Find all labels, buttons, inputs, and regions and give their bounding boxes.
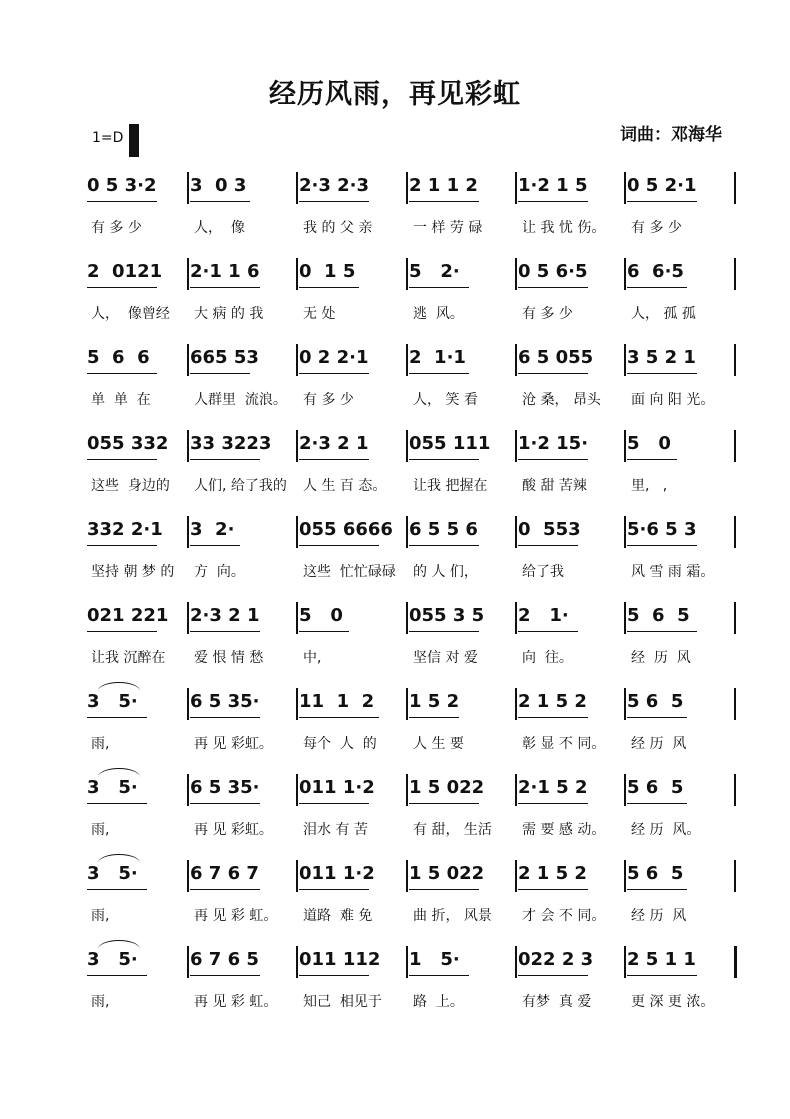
barline <box>734 688 736 720</box>
barline <box>515 172 517 204</box>
song-title: 经历风雨，再见彩虹 <box>269 79 521 110</box>
beam-line <box>518 889 588 890</box>
lyric-text: 单 单 在 <box>91 392 151 408</box>
barline <box>296 172 298 204</box>
lyric-text: 经 历 风 <box>631 650 691 666</box>
lyric-text: 一 样 劳 碌 <box>413 220 483 236</box>
lyric-text: 有 多 少 <box>91 220 142 236</box>
beam-line <box>518 373 588 374</box>
measure-notes: 055 6666 <box>299 519 393 540</box>
beam-line <box>87 889 147 890</box>
measure-notes: 011 112 <box>299 949 381 970</box>
barline <box>406 860 408 892</box>
barline <box>296 946 298 978</box>
beam-line <box>627 201 697 202</box>
lyric-text: 方 向。 <box>194 564 245 580</box>
barline <box>734 172 736 204</box>
beam-line <box>299 717 379 718</box>
measure-notes: 2·3 2 1 <box>299 433 369 454</box>
lyric-text: 再 见 彩虹。 <box>194 736 273 752</box>
beam-line <box>87 975 147 976</box>
beam-line <box>190 889 260 890</box>
beam-line <box>87 631 157 632</box>
measure-notes: 11 1 2 <box>299 691 375 712</box>
lyric-text: 风 雪 雨 霜。 <box>631 564 715 580</box>
lyric-text: 有 多 少 <box>631 220 682 236</box>
barline <box>187 258 189 290</box>
lyric-text: 爱 恨 情 愁 <box>194 650 264 666</box>
score-row <box>0 946 790 1032</box>
barline <box>296 516 298 548</box>
lyric-text: 大 病 的 我 <box>194 306 264 322</box>
beam-line <box>518 717 588 718</box>
lyric-text: 有梦 真 爱 <box>522 994 592 1010</box>
beam-line <box>299 373 369 374</box>
lyric-text: 道路 难 免 <box>303 908 373 924</box>
measure-notes: 3 5· <box>87 691 138 712</box>
beam-line <box>299 975 369 976</box>
barline <box>734 946 737 978</box>
measure-notes: 3 5· <box>87 949 138 970</box>
barline <box>406 946 408 978</box>
lyric-text: 让我 沉醉在 <box>91 650 166 666</box>
lyric-text: 人 生 要 <box>413 736 464 752</box>
beam-line <box>409 803 479 804</box>
measure-notes: 2·3 2 1 <box>190 605 260 626</box>
key-signature <box>92 124 138 152</box>
barline <box>515 774 517 806</box>
measure-notes: 1·2 15· <box>518 433 589 454</box>
lyric-text: 雨, <box>91 736 110 752</box>
lyric-text: 无 处 <box>303 306 336 322</box>
time-signature <box>129 124 137 152</box>
lyric-text: 有 甜， 生活 <box>413 822 492 838</box>
lyric-text: 让 我 忧 伤。 <box>522 220 606 236</box>
beam-line <box>190 975 260 976</box>
measure-notes: 3 5· <box>87 863 138 884</box>
beam-line <box>409 287 469 288</box>
lyric-text: 人们, 给了我的 <box>194 478 287 494</box>
measure-notes: 6 5 5 6 <box>409 519 478 540</box>
beam-line <box>190 545 240 546</box>
lyric-text: 彰 显 不 同。 <box>522 736 606 752</box>
measure-notes: 0 2 2·1 <box>299 347 369 368</box>
lyric-text: 每个 人 的 <box>303 736 377 752</box>
measure-notes: 0 5 3·2 <box>87 175 157 196</box>
beam-line <box>518 631 578 632</box>
beam-line <box>87 459 157 460</box>
barline <box>406 344 408 376</box>
measure-notes: 1 5 2 <box>409 691 460 712</box>
beam-line <box>409 459 479 460</box>
beam-line <box>299 459 369 460</box>
lyric-text: 才 会 不 同。 <box>522 908 606 924</box>
barline <box>187 602 189 634</box>
barline <box>624 430 626 462</box>
measure-notes: 1 5· <box>409 949 460 970</box>
score-row <box>0 688 790 774</box>
measure-notes: 3 2· <box>190 519 235 540</box>
lyric-text: 这些 忙忙碌碌 <box>303 564 396 580</box>
measure-notes: 5 6 5 <box>627 777 684 798</box>
measure-notes: 3 5· <box>87 777 138 798</box>
measure-notes: 665 53 <box>190 347 259 368</box>
measure-notes: 2 1 5 2 <box>518 863 587 884</box>
barline <box>187 946 189 978</box>
barline <box>296 430 298 462</box>
barline <box>406 516 408 548</box>
beam-line <box>87 803 147 804</box>
measure-notes: 5 0 <box>299 605 343 626</box>
lyric-text: 面 向 阳 光。 <box>631 392 715 408</box>
lyric-text: 人 生 百 态。 <box>303 478 387 494</box>
score-row <box>0 258 790 344</box>
barline <box>515 344 517 376</box>
score-row <box>0 602 790 688</box>
measure-notes: 011 1·2 <box>299 777 375 798</box>
barline <box>296 860 298 892</box>
barline <box>515 516 517 548</box>
beam-line <box>518 545 578 546</box>
lyric-text: 再 见 彩 虹。 <box>194 908 278 924</box>
lyric-text: 知己 相见于 <box>303 994 382 1010</box>
barline <box>624 258 626 290</box>
beam-line <box>409 373 469 374</box>
score-row <box>0 344 790 430</box>
lyric-text: 经 历 风。 <box>631 822 701 838</box>
barline <box>187 688 189 720</box>
barline <box>624 946 626 978</box>
barline <box>734 430 736 462</box>
beam-line <box>627 545 697 546</box>
lyric-text: 人群里 流浪。 <box>194 392 287 408</box>
measure-notes: 2 1· <box>518 605 569 626</box>
beam-line <box>87 287 157 288</box>
beam-line <box>518 459 588 460</box>
beam-line <box>627 287 687 288</box>
score-row <box>0 516 790 602</box>
lyric-text: 酸 甜 苦辣 <box>522 478 587 494</box>
lyric-text: 曲 折， 风景 <box>413 908 492 924</box>
lyric-text: 让我 把握在 <box>413 478 488 494</box>
lyric-text: 需 要 感 动。 <box>522 822 606 838</box>
barline <box>187 516 189 548</box>
beam-line <box>518 287 588 288</box>
measure-notes: 5 2· <box>409 261 460 282</box>
barline <box>187 430 189 462</box>
barline <box>734 860 736 892</box>
measure-notes: 1 5 022 <box>409 863 485 884</box>
beam-line <box>627 373 697 374</box>
composer-credit: 词曲：邓海华 <box>620 125 722 145</box>
measure-notes: 055 111 <box>409 433 491 454</box>
measure-notes: 022 2 3 <box>518 949 594 970</box>
beam-line <box>190 803 260 804</box>
beam-line <box>518 975 588 976</box>
beam-line <box>409 631 479 632</box>
measure-notes: 5 6 5 <box>627 605 690 626</box>
measure-notes: 6 7 6 7 <box>190 863 259 884</box>
lyric-text: 坚持 朝 梦 的 <box>91 564 175 580</box>
lyric-text: 再 见 彩 虹。 <box>194 994 278 1010</box>
barline <box>734 258 736 290</box>
barline <box>624 172 626 204</box>
measure-notes: 0 5 2·1 <box>627 175 697 196</box>
lyric-text: 雨, <box>91 822 110 838</box>
lyric-text: 经 历 风 <box>631 908 687 924</box>
barline <box>734 344 736 376</box>
barline <box>515 258 517 290</box>
barline <box>406 602 408 634</box>
lyric-text: 逃 风。 <box>413 306 464 322</box>
lyric-text: 泪水 有 苦 <box>303 822 368 838</box>
beam-line <box>409 889 479 890</box>
measure-notes: 2·1 1 6 <box>190 261 260 282</box>
measure-notes: 2 1 5 2 <box>518 691 587 712</box>
lyric-text: 人， 孤 孤 <box>631 306 696 322</box>
beam-line <box>190 201 250 202</box>
measure-notes: 2 5 1 1 <box>627 949 696 970</box>
beam-line <box>190 287 260 288</box>
lyric-text: 经 历 风 <box>631 736 687 752</box>
barline <box>734 602 736 634</box>
barline <box>296 688 298 720</box>
measure-notes: 5 6 6 <box>87 347 150 368</box>
measure-notes: 0 553 <box>518 519 581 540</box>
measure-notes: 1 5 022 <box>409 777 485 798</box>
lyric-text: 中, <box>303 650 322 666</box>
barline <box>624 344 626 376</box>
beam-line <box>627 889 687 890</box>
barline <box>187 774 189 806</box>
beam-line <box>409 975 469 976</box>
measure-notes: 6 7 6 5 <box>190 949 259 970</box>
beam-line <box>409 717 459 718</box>
measure-notes: 6 5 35· <box>190 777 260 798</box>
lyric-text: 坚信 对 爱 <box>413 650 478 666</box>
barline <box>515 860 517 892</box>
measure-notes: 332 2·1 <box>87 519 163 540</box>
beam-line <box>87 717 147 718</box>
key-label: 1=D <box>92 130 124 146</box>
measure-notes: 5·6 5 3 <box>627 519 697 540</box>
score-row <box>0 774 790 860</box>
barline <box>624 688 626 720</box>
measure-notes: 6 6·5 <box>627 261 684 282</box>
lyric-text: 这些 身边的 <box>91 478 170 494</box>
barline <box>296 602 298 634</box>
beam-line <box>627 803 687 804</box>
measure-notes: 1·2 1 5 <box>518 175 588 196</box>
measure-notes: 33 3223 <box>190 433 272 454</box>
lyric-text: 有 多 少 <box>522 306 573 322</box>
lyric-text: 人， 笑 看 <box>413 392 478 408</box>
beam-line <box>299 201 369 202</box>
measure-notes: 0 1 5 <box>299 261 356 282</box>
barline <box>296 774 298 806</box>
beam-line <box>299 889 369 890</box>
measure-notes: 5 6 5 <box>627 863 684 884</box>
barline <box>624 516 626 548</box>
measure-notes: 021 221 <box>87 605 169 626</box>
lyric-text: 雨, <box>91 994 110 1010</box>
barline <box>187 860 189 892</box>
measure-notes: 2 1 1 2 <box>409 175 478 196</box>
barline <box>187 344 189 376</box>
measure-notes: 2·1 5 2 <box>518 777 588 798</box>
beam-line <box>299 631 349 632</box>
beam-line <box>190 459 260 460</box>
lyric-text: 路 上。 <box>413 994 464 1010</box>
lyric-text: 里, , <box>631 478 668 494</box>
measure-notes: 2 0121 <box>87 261 163 282</box>
beam-line <box>190 373 250 374</box>
lyric-text: 给了我 <box>522 564 564 580</box>
barline <box>734 774 736 806</box>
barline <box>187 172 189 204</box>
lyric-text: 更 深 更 浓。 <box>631 994 715 1010</box>
beam-line <box>627 717 687 718</box>
barline <box>406 774 408 806</box>
beam-line <box>87 545 157 546</box>
lyric-text: 人， 像曾经 <box>91 306 170 322</box>
barline <box>515 602 517 634</box>
barline <box>515 946 517 978</box>
lyric-text: 雨, <box>91 908 110 924</box>
beam-line <box>627 975 697 976</box>
beam-line <box>518 803 588 804</box>
measure-notes: 6 5 055 <box>518 347 594 368</box>
beam-line <box>190 631 260 632</box>
beam-line <box>87 373 157 374</box>
lyric-text: 我 的 父 亲 <box>303 220 373 236</box>
beam-line <box>627 631 697 632</box>
barline <box>515 430 517 462</box>
beam-line <box>87 201 157 202</box>
measure-notes: 3 0 3 <box>190 175 247 196</box>
lyric-text: 再 见 彩虹。 <box>194 822 273 838</box>
measure-notes: 5 0 <box>627 433 671 454</box>
barline <box>296 344 298 376</box>
barline <box>296 258 298 290</box>
beam-line <box>190 717 260 718</box>
barline <box>406 430 408 462</box>
beam-line <box>299 545 379 546</box>
lyric-text: 人， 像 <box>194 220 245 236</box>
barline <box>406 172 408 204</box>
lyric-text: 沧 桑， 昂头 <box>522 392 601 408</box>
beam-line <box>409 201 479 202</box>
barline <box>624 860 626 892</box>
measure-notes: 2 1·1 <box>409 347 466 368</box>
barline <box>624 774 626 806</box>
beam-line <box>518 201 588 202</box>
barline <box>734 516 736 548</box>
score-row <box>0 860 790 946</box>
beam-line <box>627 459 677 460</box>
beam-line <box>299 287 359 288</box>
barline <box>515 688 517 720</box>
measure-notes: 2·3 2·3 <box>299 175 370 196</box>
lyric-text: 的 人 们， <box>413 564 478 580</box>
beam-line <box>299 803 369 804</box>
barline <box>624 602 626 634</box>
measure-notes: 0 5 6·5 <box>518 261 588 282</box>
measure-notes: 3 5 2 1 <box>627 347 696 368</box>
score-row <box>0 172 790 258</box>
barline <box>406 258 408 290</box>
measure-notes: 055 332 <box>87 433 169 454</box>
measure-notes: 5 6 5 <box>627 691 684 712</box>
measure-notes: 6 5 35· <box>190 691 260 712</box>
barline <box>406 688 408 720</box>
lyric-text: 向 往。 <box>522 650 573 666</box>
measure-notes: 011 1·2 <box>299 863 375 884</box>
beam-line <box>409 545 479 546</box>
score-row <box>0 430 790 516</box>
measure-notes: 055 3 5 <box>409 605 485 626</box>
lyric-text: 有 多 少 <box>303 392 354 408</box>
